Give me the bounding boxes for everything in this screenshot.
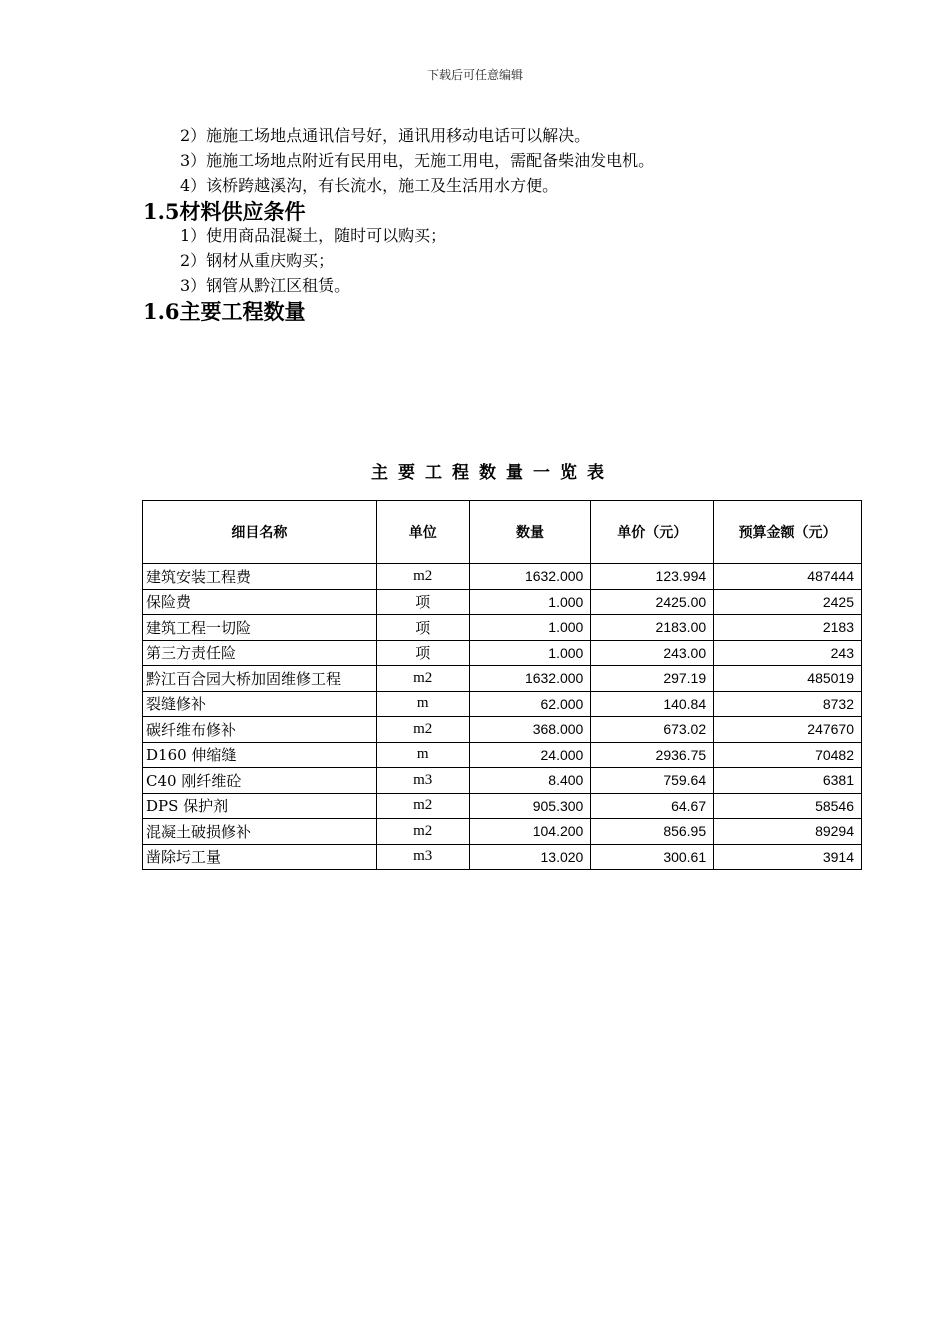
cell-unit: m — [376, 691, 469, 717]
cell-item-name: 保险费 — [143, 589, 377, 615]
cell-unit: m2 — [376, 717, 469, 743]
cell-item-name: 凿除圬工量 — [143, 844, 377, 870]
intro-line-2: 2）施施工场地点通讯信号好，通讯用移动电话可以解决。 — [180, 126, 591, 145]
cell-unit: m2 — [376, 793, 469, 819]
header-note: 下载后可任意编辑 — [426, 68, 523, 82]
cell-unit-price: 297.19 — [591, 666, 714, 692]
cell-budget-amount: 70482 — [714, 742, 862, 768]
table-title: 主要工程数量一览表 — [371, 463, 614, 483]
cell-quantity: 368.000 — [469, 717, 591, 743]
cell-item-name: 碳纤维布修补 — [143, 717, 377, 743]
cell-unit-price: 300.61 — [591, 844, 714, 870]
cell-item-name: 第三方责任险 — [143, 640, 377, 666]
section-heading-1-5: 1.5材料供应条件 — [143, 199, 306, 224]
cell-budget-amount: 243 — [714, 640, 862, 666]
cell-unit-price: 2183.00 — [591, 615, 714, 641]
intro-line-3: 3）施施工场地点附近有民用电，无施工用电，需配备柴油发电机。 — [180, 151, 655, 170]
header-quantity: 数量 — [469, 501, 591, 564]
supply-line-2: 2）钢材从重庆购买； — [180, 251, 335, 270]
cell-budget-amount: 487444 — [714, 564, 862, 590]
cell-quantity: 1.000 — [469, 640, 591, 666]
cell-item-name: 建筑工程一切险 — [143, 615, 377, 641]
cell-unit: m2 — [376, 564, 469, 590]
cell-unit: 项 — [376, 615, 469, 641]
cell-budget-amount: 247670 — [714, 717, 862, 743]
table-row — [143, 717, 862, 743]
table-row — [143, 793, 862, 819]
table-row — [143, 844, 862, 870]
table-row — [143, 615, 862, 641]
cell-quantity: 1632.000 — [469, 666, 591, 692]
cell-budget-amount: 2183 — [714, 615, 862, 641]
cell-budget-amount: 89294 — [714, 819, 862, 845]
cell-budget-amount: 58546 — [714, 793, 862, 819]
table-row — [143, 589, 862, 615]
table-row — [143, 640, 862, 666]
cell-quantity: 62.000 — [469, 691, 591, 717]
cell-item-name: 混凝土破损修补 — [143, 819, 377, 845]
cell-quantity: 13.020 — [469, 844, 591, 870]
cell-item-name: D160 伸缩缝 — [143, 742, 377, 768]
header-unit-price: 单价（元） — [591, 501, 714, 564]
table-row — [143, 819, 862, 845]
cell-quantity: 24.000 — [469, 742, 591, 768]
cell-unit-price: 856.95 — [591, 819, 714, 845]
cell-unit: 项 — [376, 640, 469, 666]
cell-quantity: 1632.000 — [469, 564, 591, 590]
cell-quantity: 905.300 — [469, 793, 591, 819]
cell-unit: m3 — [376, 768, 469, 794]
supply-line-1: 1）使用商品混凝土，随时可以购买； — [180, 226, 447, 245]
table-row — [143, 768, 862, 794]
cell-budget-amount: 8732 — [714, 691, 862, 717]
cell-quantity: 104.200 — [469, 819, 591, 845]
quantity-table — [142, 500, 862, 870]
table-body — [143, 564, 862, 870]
cell-unit-price: 123.994 — [591, 564, 714, 590]
cell-unit: m3 — [376, 844, 469, 870]
cell-budget-amount: 3914 — [714, 844, 862, 870]
supply-line-3: 3）钢管从黔江区租赁。 — [180, 276, 351, 295]
cell-budget-amount: 2425 — [714, 589, 862, 615]
cell-quantity: 1.000 — [469, 615, 591, 641]
cell-unit: m — [376, 742, 469, 768]
cell-item-name: 裂缝修补 — [143, 691, 377, 717]
cell-unit: 项 — [376, 589, 469, 615]
cell-quantity: 1.000 — [469, 589, 591, 615]
cell-unit: m2 — [376, 666, 469, 692]
table-row — [143, 564, 862, 590]
table-row — [143, 666, 862, 692]
intro-line-4: 4）该桥跨越溪沟，有长流水，施工及生活用水方便。 — [180, 176, 559, 195]
cell-unit-price: 673.02 — [591, 717, 714, 743]
section-heading-1-6: 1.6主要工程数量 — [143, 299, 306, 324]
cell-quantity: 8.400 — [469, 768, 591, 794]
cell-item-name: DPS 保护剂 — [143, 793, 377, 819]
table-row — [143, 691, 862, 717]
cell-unit-price: 64.67 — [591, 793, 714, 819]
cell-unit-price: 243.00 — [591, 640, 714, 666]
cell-item-name: 黔江百合园大桥加固维修工程 — [143, 666, 377, 692]
cell-unit-price: 2425.00 — [591, 589, 714, 615]
cell-unit-price: 759.64 — [591, 768, 714, 794]
header-item-name: 细目名称 — [143, 501, 377, 564]
header-budget-amount: 预算金额（元） — [714, 501, 862, 564]
cell-item-name: 建筑安装工程费 — [143, 564, 377, 590]
cell-item-name: C40 刚纤维砼 — [143, 768, 377, 794]
table-header-row — [143, 501, 862, 564]
cell-unit-price: 2936.75 — [591, 742, 714, 768]
cell-budget-amount: 485019 — [714, 666, 862, 692]
cell-unit: m2 — [376, 819, 469, 845]
cell-unit-price: 140.84 — [591, 691, 714, 717]
table-row — [143, 742, 862, 768]
header-unit: 单位 — [376, 501, 469, 564]
cell-budget-amount: 6381 — [714, 768, 862, 794]
